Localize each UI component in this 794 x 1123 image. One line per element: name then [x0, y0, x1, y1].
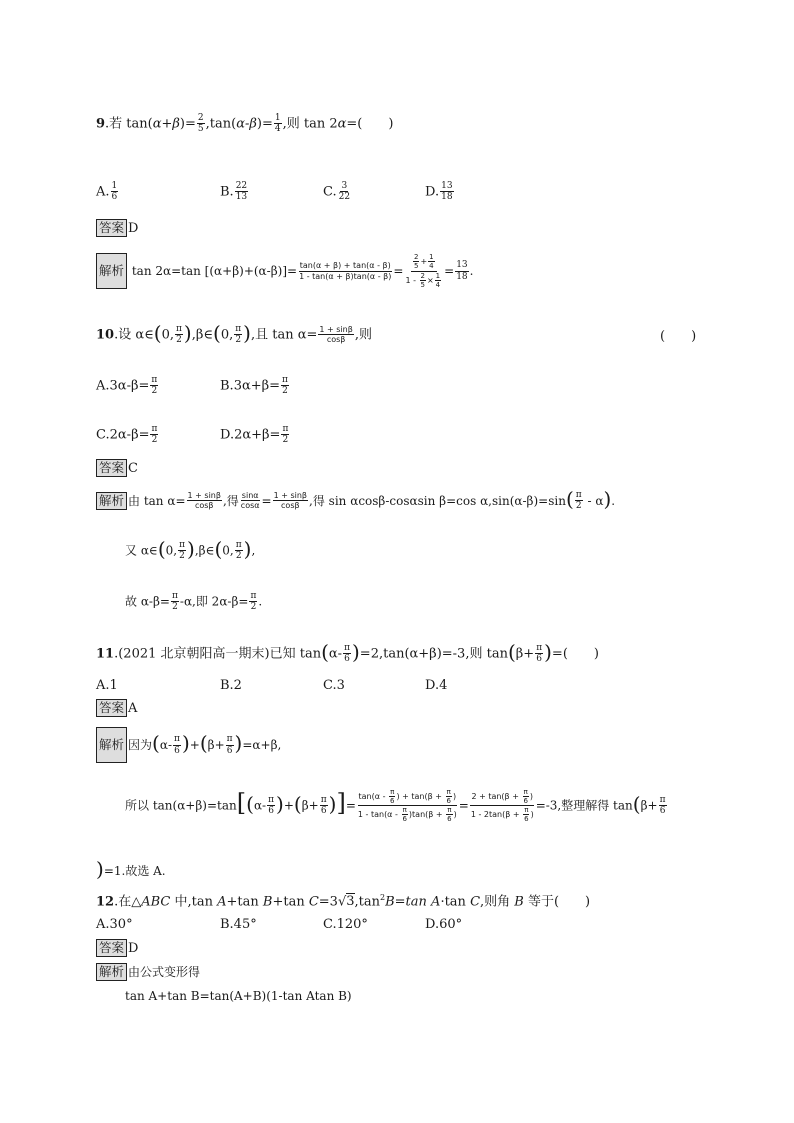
question-number: 10: [96, 327, 115, 343]
option-d: D.4: [425, 678, 448, 693]
answer-tag: 答案: [96, 459, 127, 477]
question-number: 11: [96, 646, 115, 662]
option-b: B.2: [220, 678, 242, 693]
analysis-tag: 解析: [96, 492, 127, 510]
option-a: A.30°: [96, 917, 133, 932]
analysis-tag: 解析: [96, 963, 127, 981]
fraction: $\frac{1}{4}$: [274, 113, 281, 135]
analysis-11: 解析 因为(α- $\frac{\pi}{6}$ )+(β+ $\frac{\pi}{6}$ )=α+β,: [96, 727, 281, 763]
question-10: 10.设 α∈(0, $\frac{\pi}{2}$ ),β∈(0, $\frac{\pi}{2}$ ),且 tan α= $\frac{1 + \sin\beta}{\cos\beta}$ ,则: [96, 320, 372, 346]
simplified-fraction: 2 + tan(β + $\frac{\pi}{6}$ ) 1 - 2tan(β + $\frac{\pi}{6}$ ): [470, 788, 534, 824]
answer-blank: ( ): [660, 329, 697, 344]
answer-tag: 答案: [96, 699, 127, 717]
question-number: 9: [96, 116, 106, 132]
option-d: D.60°: [425, 917, 463, 932]
option-c: C.3: [323, 678, 345, 693]
analysis-12: 解析 由公式变形得: [96, 963, 200, 981]
analysis-10: 解析 由 tan α= $\frac{1 + \sin\beta}{\cos\beta}$ ,得 $\frac{\sin\alpha}{\cos\alpha}$ = $\frac{1 + \sin\beta}{\cos\beta}$ ,得 sin αcosβ-cosαsin β=cos α,sin(α-β)=sin( $\frac{\pi}{2}$ - α).: [96, 490, 615, 512]
option-a: A. $\frac{1}{6}$: [96, 181, 118, 203]
analysis-tag: 解析: [96, 727, 127, 763]
option-a: A.1: [96, 678, 118, 693]
analysis-11-line2: 所以 tan(α+β)=tan[(α- $\frac{\pi}{6}$ )+(β+ $\frac{\pi}{6}$ )]= tan(α - $\frac{\pi}{6}$ ) + tan(β + $\frac{\pi}{6}$ ) 1 - tan(α - $\frac{\pi}{6}$ )tan(β + $\frac{\pi}{6}$ ) = 2 + tan(β + $\frac{\pi}{6}$ ) 1 - 2tan(β + $\frac{\pi}{6}$ ) =-3,整理解得 tan(β+ $\frac{\pi}{6}$: [125, 788, 666, 824]
big-fraction: tan(α - $\frac{\pi}{6}$ ) + tan(β + $\frac{\pi}{6}$ ) 1 - tan(α - $\frac{\pi}{6}$ )tan(β + $\frac{\pi}{6}$ ): [357, 788, 457, 824]
answer-11: 答案 A: [96, 699, 137, 717]
question-11: 11.(2021 北京朝阳高一期末)已知 tan(α- $\frac{\pi}{6}$ )=2,tan(α+β)=-3,则 tan(β+ $\frac{\pi}{6}$ )=( ): [96, 639, 599, 665]
fraction: $\frac{\tan(\alpha + \beta) + \tan(\alpha - \beta)}{1 - \tan(\alpha + \beta)\tan(\alpha - \beta)}$: [299, 261, 392, 281]
analysis-tag: 解析: [96, 253, 127, 289]
option-c: C. $\frac{3}{22}$: [323, 181, 351, 203]
answer-tag: 答案: [96, 939, 127, 957]
fraction: $\frac{2}{5}$: [197, 113, 204, 135]
question-9: 9.若 tan(α+β)= $\frac{2}{5}$ ,tan(α-β)= $\frac{1}{4}$ ,则 tan 2α=( ): [96, 113, 394, 135]
analysis-11-line3: )=1.故选 A.: [96, 857, 166, 881]
option-c: C.120°: [323, 917, 368, 932]
option-d: D.2α+β= $\frac{\pi}{2}$: [220, 424, 289, 446]
answer-12: 答案 D: [96, 939, 138, 957]
option-b: B.3α+β= $\frac{\pi}{2}$: [220, 375, 288, 397]
sqrt: √3: [337, 894, 355, 910]
option-c: C.2α-β= $\frac{\pi}{2}$: [96, 424, 158, 446]
question-number: 12: [96, 894, 115, 910]
answer-tag: 答案: [96, 219, 127, 237]
question-12: 12.在△ABC 中,tan A+tan B+tan $C=3√3,\tan^2B=\tan$ A·tan C,则角 B 等于( ): [96, 893, 591, 910]
analysis-12-line2: tan A+tan B=tan(A+B)(1-tan Atan B): [125, 989, 352, 1003]
analysis-10-line3: 故 α-β= $\frac{\pi}{2}$ -α,即 2α-β= $\frac{\pi}{2}$ .: [125, 591, 263, 613]
analysis-10-line2: 又 α∈(0, $\frac{\pi}{2}$ ),β∈(0, $\frac{\pi}{2}$ ),: [125, 536, 256, 562]
option-b: B.45°: [220, 917, 257, 932]
option-b: B. $\frac{22}{13}$: [220, 181, 248, 203]
analysis-9: 解析 tan 2α=tan [(α+β)+(α-β)]= $\frac{\tan(\alpha + \beta) + \tan(\alpha - \beta)}{1 - \tan(\alpha + \beta)\tan(\alpha - \beta)}$ = $\frac{2}{5}$ + $\frac{1}{4}$ 1 - $\frac{2}{5}$ × $\frac{1}{4}$ = $\frac{13}{18}$ .: [96, 253, 473, 289]
answer-10: 答案 C: [96, 459, 138, 477]
option-d: D. $\frac{13}{18}$: [425, 181, 453, 203]
nested-fraction: $\frac{2}{5}$ + $\frac{1}{4}$ 1 - $\frac{2}{5}$ × $\frac{1}{4}$: [405, 253, 441, 289]
option-a: A.3α-β= $\frac{\pi}{2}$: [96, 375, 158, 397]
answer-9: 答案 D: [96, 219, 138, 237]
